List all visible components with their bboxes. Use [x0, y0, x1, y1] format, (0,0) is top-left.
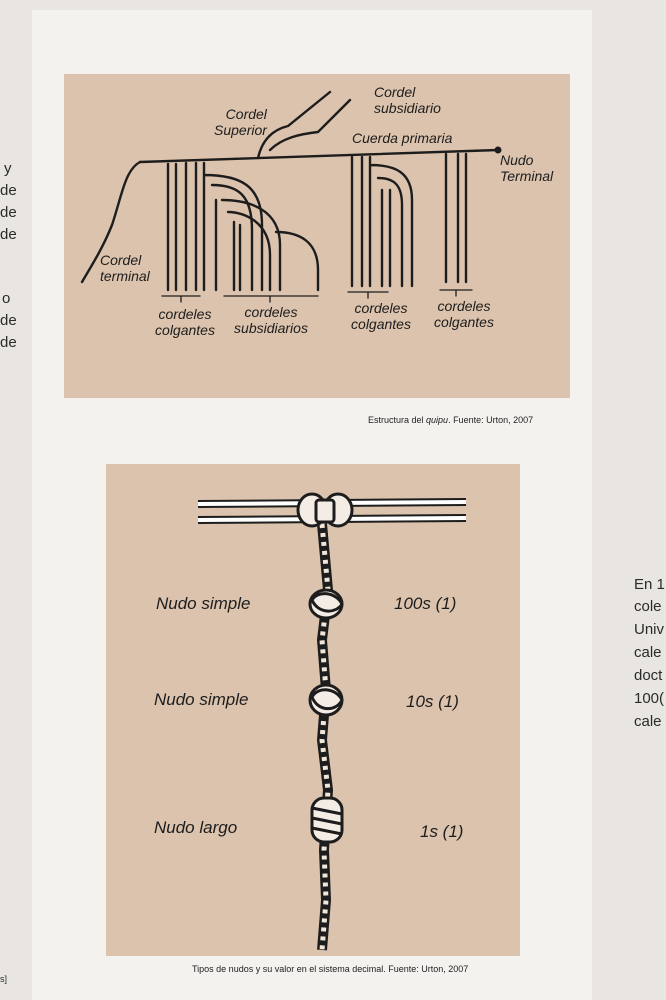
knot-name-row2: Nudo simple — [154, 690, 249, 709]
attachment-knot — [298, 494, 352, 526]
knot-value-row2: 10s (1) — [406, 692, 459, 711]
left-text-fragment: de — [0, 182, 17, 199]
left-text-fragment: de — [0, 226, 17, 243]
label-cordeles-colgantes-1: cordeles colgantes — [155, 306, 215, 339]
figure2-caption: Tipos de nudos y su valor en el sistema decimal. Fuente: Urton, 2007 — [192, 964, 469, 974]
left-text-fragment: de — [0, 334, 17, 351]
label-cordeles-colgantes-3: cordeles colgantes — [434, 298, 494, 331]
left-text-fragment: de — [0, 312, 17, 329]
simple-knot-10s — [310, 685, 342, 715]
simple-knot-100s — [310, 590, 342, 618]
label-cuerda-primaria: Cuerda primaria — [352, 130, 453, 146]
long-knot-1s — [312, 798, 342, 842]
label-cordeles-colgantes-2: cordeles colgantes — [351, 300, 411, 333]
left-text-fragment: de — [0, 204, 17, 221]
right-text-fragment: doct — [634, 667, 663, 684]
knot-value-row3: 1s (1) — [420, 822, 464, 841]
knot-value-row1: 100s (1) — [394, 594, 457, 613]
figure1-caption: Estructura del quipu. Fuente: Urton, 2007 — [368, 415, 534, 425]
label-cordel-terminal: Cordel terminal — [100, 252, 150, 285]
label-cordel-superior: Cordel Superior — [214, 106, 267, 139]
right-text-fragment: En 1 — [634, 576, 665, 593]
right-text-fragment: cale — [634, 644, 662, 661]
label-cordeles-subsidiarios: cordeles subsidiarios — [234, 304, 308, 337]
left-text-fragment: o — [2, 290, 11, 307]
label-nudo-terminal: Nudo Terminal — [500, 152, 554, 185]
left-bottom-fragment: s] — [0, 974, 8, 984]
knot-name-row1: Nudo simple — [156, 594, 251, 613]
right-text-fragment: Univ — [634, 621, 665, 638]
knot-name-row3: Nudo largo — [154, 818, 238, 837]
right-text-fragment: cole — [634, 598, 662, 615]
right-text-fragment: cale — [634, 713, 662, 730]
label-cordel-subsidiario: Cordel subsidiario — [374, 84, 441, 117]
left-text-fragment: y — [4, 160, 12, 177]
right-text-fragment: 100( — [634, 690, 665, 707]
